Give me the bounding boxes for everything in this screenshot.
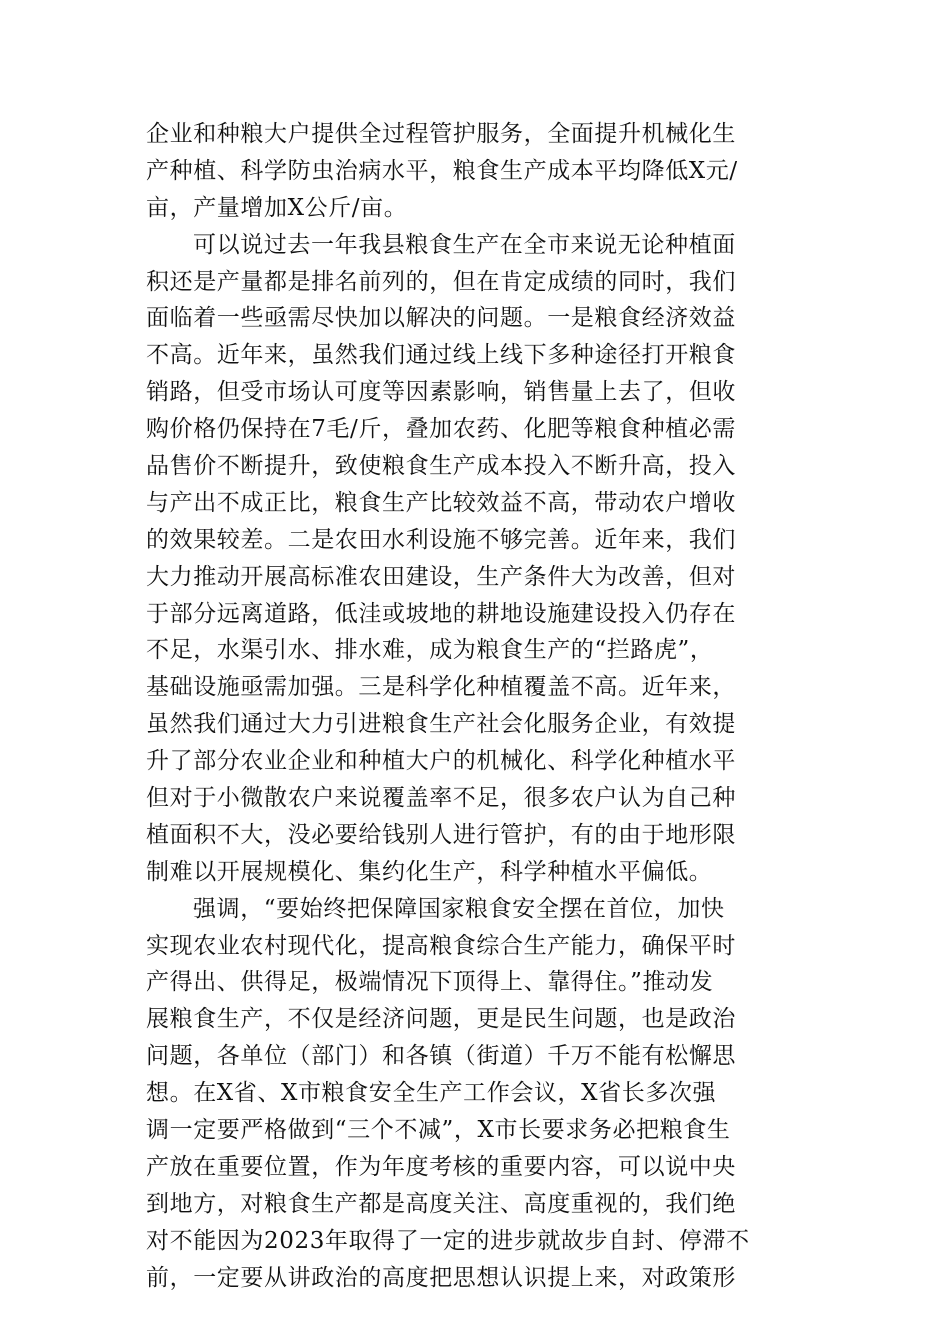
text-line: 到地方，对粮食生产都是高度关注、高度重视的，我们绝 — [146, 1190, 736, 1217]
text-line: 积还是产量都是排名前列的，但在肯定成绩的同时，我们 — [146, 268, 736, 295]
text-line: 但对于小微散农户来说覆盖率不足，很多农户认为自己种 — [146, 785, 736, 812]
text-line: 制难以开展规模化、集约化生产，科学种植水平偏低。 — [146, 858, 713, 885]
paragraph — [146, 227, 806, 891]
text-line: 可以说过去一年我县粮食生产在全市来说无论种植面 — [193, 231, 736, 258]
text-line: 不足，水渠引水、排水难，成为粮食生产的“拦路虎”， — [146, 637, 714, 664]
text-line: 基础设施亟需加强。三是科学化种植覆盖不高。近年来， — [146, 674, 736, 701]
text-line: 于部分远离道路，低洼或坡地的耕地设施建设投入仍存在 — [146, 600, 736, 627]
text-line: 的效果较差。二是农田水利设施不够完善。近年来，我们 — [146, 526, 736, 553]
text-line: 大力推动开展高标准农田建设，生产条件大为改善，但对 — [146, 563, 736, 590]
text-line: 问题，各单位（部门）和各镇（街道）千万不能有松懈思 — [146, 1043, 736, 1070]
text-line: 不高。近年来，虽然我们通过线上线下多种途径打开粮食 — [146, 342, 736, 369]
text-line: 购价格仍保持在7毛/斤，叠加农药、化肥等粮食种植必需 — [146, 416, 736, 443]
paragraph — [146, 891, 806, 1297]
text-line: 调一定要严格做到“三个不减”，X市长要求务必把粮食生 — [146, 1117, 731, 1144]
text-line: 升了部分农业企业和种植大户的机械化、科学化种植水平 — [146, 748, 736, 775]
text-line: 展粮食生产，不仅是经济问题，更是民生问题，也是政治 — [146, 1006, 736, 1033]
text-line: 产放在重要位置，作为年度考核的重要内容，可以说中央 — [146, 1153, 736, 1180]
paragraph — [146, 116, 806, 227]
text-line: 产种植、科学防虫治病水平，粮食生产成本平均降低X元/ — [146, 157, 738, 184]
text-line: 与产出不成正比，粮食生产比较效益不高，带动农户增收 — [146, 489, 736, 516]
document-body — [146, 116, 806, 1297]
text-line: 虽然我们通过大力引进粮食生产社会化服务企业，有效提 — [146, 711, 736, 738]
text-line: 实现农业农村现代化，提高粮食综合生产能力，确保平时 — [146, 932, 736, 959]
text-line: 品售价不断提升，致使粮食生产成本投入不断升高，投入 — [146, 453, 736, 480]
text-line: 强调，“要始终把保障国家粮食安全摆在首位，加快 — [193, 895, 725, 922]
text-line: 面临着一些亟需尽快加以解决的问题。一是粮食经济效益 — [146, 305, 736, 332]
text-line: 前，一定要从讲政治的高度把思想认识提上来，对政策形 — [146, 1264, 736, 1291]
text-line: 产得出、供得足，极端情况下顶得上、靠得住。”推动发 — [146, 969, 714, 996]
text-line: 对不能因为2023年取得了一定的进步就故步自封、停滞不 — [146, 1227, 750, 1254]
text-line: 亩，产量增加X公斤/亩。 — [146, 194, 408, 221]
text-line: 植面积不大，没必要给钱别人进行管护，有的由于地形限 — [146, 821, 736, 848]
text-line: 销路，但受市场认可度等因素影响，销售量上去了，但收 — [146, 379, 736, 406]
text-line: 想。在X省、X市粮食安全生产工作会议，X省长多次强 — [146, 1080, 717, 1107]
text-line: 企业和种粮大户提供全过程管护服务，全面提升机械化生 — [146, 121, 736, 147]
